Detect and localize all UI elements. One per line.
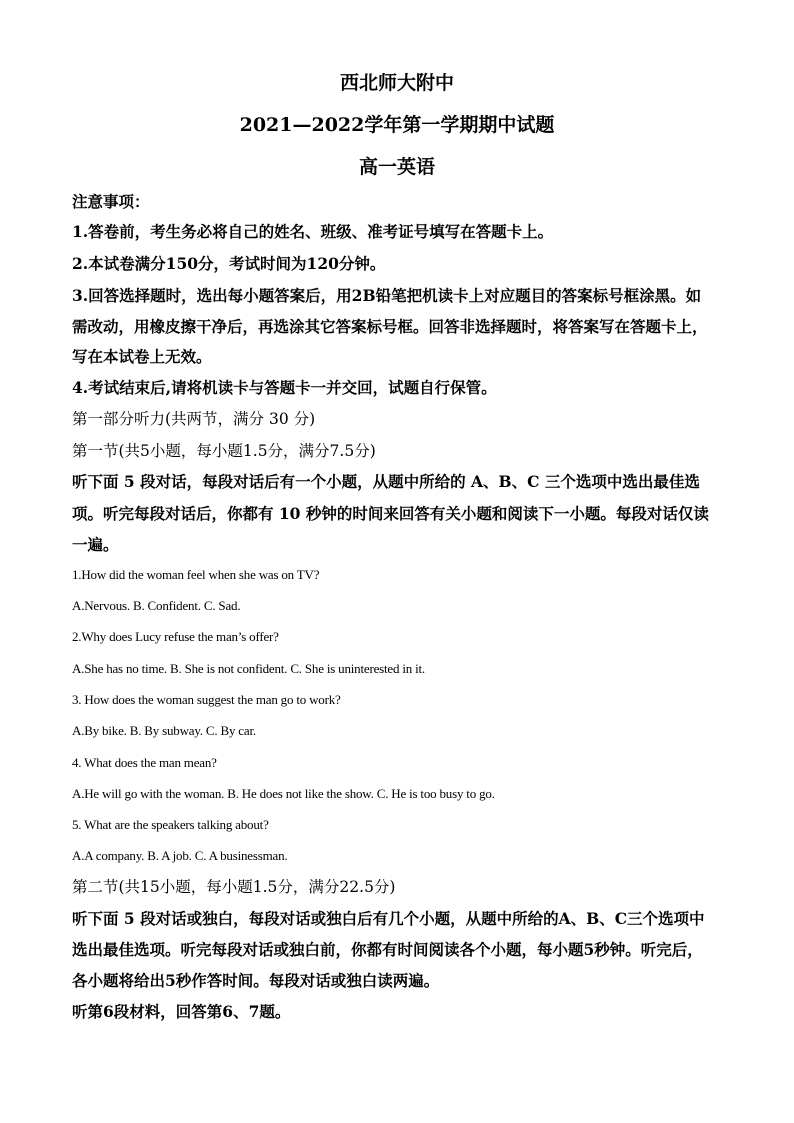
question-4-options: A.He will go with the woman. B. He does not like the show. C. He is too busy to go. bbox=[72, 786, 495, 801]
subject-title: 高一英语 bbox=[358, 156, 435, 178]
question-1-options: A.Nervous. B. Confident. C. Sad. bbox=[72, 598, 241, 613]
question-2-options: A.She has no time. B. She is not confident. C. She is uninterested in it. bbox=[72, 661, 425, 676]
notice-item-3-line-3: 写在本试卷上无效。 bbox=[72, 347, 212, 366]
question-3: 3. How does the woman suggest the man go to work? bbox=[72, 692, 341, 707]
section-2-instructions-line-3: 各小题将给出5秒作答时间。每段对话或独白读两遍。 bbox=[72, 971, 440, 990]
section-2-instructions-line-1: 听下面 5 段对话或独白，每段对话或独白后有几个小题，从题中所给的A、B、C三个选项中 bbox=[72, 909, 705, 928]
section-1-instructions-line-1: 听下面 5 段对话，每段对话后有一个小题，从题中所给的 A、B、C 三个选项中选出最佳选 bbox=[72, 472, 700, 491]
section-2-instructions-line-2: 选出最佳选项。听完每段对话或独白前，你都有时间阅读各个小题，每小题5秒钟。听完后， bbox=[72, 940, 703, 959]
material-6-instruction: 听第6段材料，回答第6、7题。 bbox=[72, 1002, 291, 1021]
question-5-options: A.A company. B. A job. C. A businessman. bbox=[72, 848, 288, 863]
notice-heading: 注意事项： bbox=[72, 192, 150, 211]
notice-item-1: 1.答卷前，考生务必将自己的姓名、班级、准考证号填写在答题卡上。 bbox=[72, 222, 554, 241]
section-1-title: 第一节(共5小题，每小题1.5分，满分7.5分) bbox=[72, 442, 376, 460]
notice-item-4: 4.考试结束后,请将机读卡与答题卡一并交回，试题自行保管。 bbox=[72, 378, 497, 397]
school-name: 西北师大附中 bbox=[339, 72, 454, 94]
notice-item-2: 2.本试卷满分150分，考试时间为120分钟。 bbox=[72, 254, 386, 273]
question-5: 5. What are the speakers talking about? bbox=[72, 817, 269, 832]
question-4: 4. What does the man mean? bbox=[72, 755, 217, 770]
part-1-title: 第一部分听力(共两节，满分 30 分) bbox=[72, 410, 316, 428]
notice-item-3-line-1: 3.回答选择题时，选出每小题答案后，用2B铅笔把机读卡上对应题目的答案标号框涂黑。如 bbox=[72, 286, 702, 305]
section-1-instructions-line-2: 项。听完每段对话后，你都有 10 秒钟的时间来回答有关小题和阅读下一小题。每段对话仅读 bbox=[72, 504, 709, 523]
section-1-instructions-line-3: 一遍。 bbox=[72, 535, 119, 554]
section-2-title: 第二节(共15小题，每小题1.5分，满分22.5分) bbox=[72, 878, 396, 896]
question-1: 1.How did the woman feel when she was on TV? bbox=[72, 567, 320, 582]
exam-title: 2021—2022学年第一学期期中试题 bbox=[239, 114, 555, 136]
notice-item-3-line-2: 需改动，用橡皮擦干净后，再选涂其它答案标号框。回答非选择题时，将答案写在答题卡上， bbox=[72, 317, 708, 336]
question-3-options: A.By bike. B. By subway. C. By car. bbox=[72, 723, 256, 738]
question-2: 2.Why does Lucy refuse the man’s offer? bbox=[72, 629, 279, 644]
